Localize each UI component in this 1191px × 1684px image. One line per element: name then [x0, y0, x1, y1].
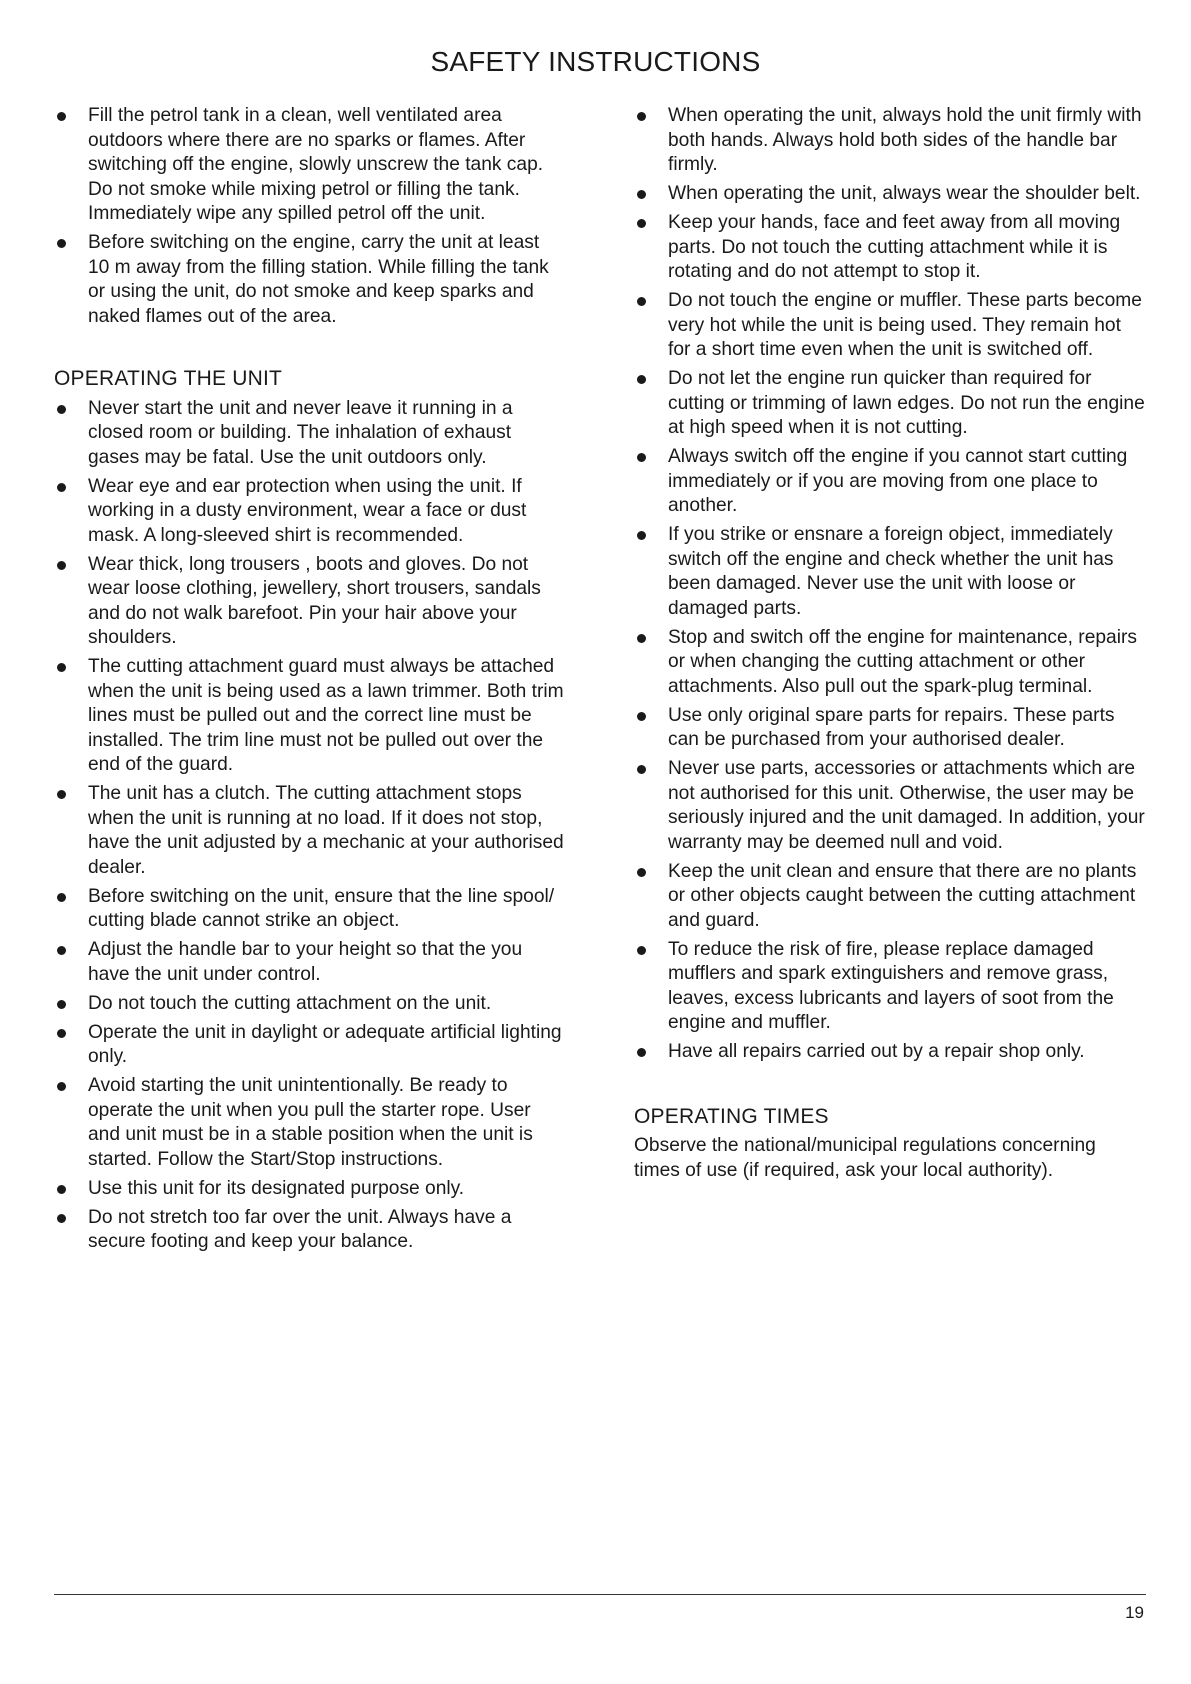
list-item	[634, 523, 1146, 621]
section-heading-operating-unit: OPERATING THE UNIT	[54, 367, 283, 390]
bullet-icon	[637, 946, 646, 955]
bullet-icon	[57, 1185, 66, 1194]
list-item	[634, 289, 1146, 363]
list-item	[54, 104, 564, 227]
list-item-text: Do not let the engine run quicker than required for cutting or trimming of lawn edges. Do not run the engine at high speed when it is not cutting.	[668, 368, 1145, 438]
list-item-text: Never use parts, accessories or attachments which are not authorised for this unit. Otherwise, the user may be seriously injured and the unit damaged. In addition, your warranty may be deemed null and void.	[668, 758, 1145, 853]
list-item-text: Use only original spare parts for repairs. These parts can be purchased from your authorised dealer.	[668, 704, 1115, 750]
list-item-text: The cutting attachment guard must always be attached when the unit is being used as a lawn trimmer. Both trim lines must be pulled out and the correct line must be installed. The trim line must not be pulled out over the end of the guard.	[88, 656, 564, 775]
page-number: 19	[1125, 1603, 1144, 1622]
bullet-icon	[637, 712, 646, 721]
section-heading-operating-times: OPERATING TIMES	[634, 1104, 829, 1128]
bullet-icon	[637, 453, 646, 462]
bullet-icon	[57, 112, 66, 121]
list-item-text: The unit has a clutch. The cutting attachment stops when the unit is running at no load. If it does not stop, have the unit adjusted by a mechanic at your authorised dealer.	[88, 783, 564, 878]
list-item	[54, 782, 564, 880]
page-title: SAFETY INSTRUCTIONS	[430, 46, 761, 77]
list-item-text: Stop and switch off the engine for maintenance, repairs or when changing the cutting attachment or other attachments. Also pull out the spark-plug terminal.	[668, 626, 1137, 697]
bullet-icon	[637, 297, 646, 306]
bullet-icon	[57, 1000, 66, 1009]
list-item-text: Always switch off the engine if you cannot start cutting immediately or if you are moving from one place to another.	[668, 446, 1128, 516]
list-item-text: To reduce the risk of fire, please replace damaged mufflers and spark extinguishers and remove grass, leaves, excess lubricants and layers of soot from the engine and muffler.	[668, 938, 1114, 1033]
bullet-icon	[57, 790, 66, 799]
bullet-icon	[637, 531, 646, 540]
list-item	[54, 992, 564, 1017]
operating-times-paragraph: Observe the national/municipal regulations concerning times of use (if required, ask your local authority).	[634, 1135, 1096, 1181]
list-item	[54, 475, 564, 549]
list-item	[54, 655, 564, 778]
list-item	[634, 182, 1146, 207]
list-item	[54, 1206, 564, 1255]
list-item-text: Keep the unit clean and ensure that there are no plants or other objects caught between the cutting attachment and guard.	[668, 860, 1137, 931]
list-item-text: If you strike or ensnare a foreign object, immediately switch off the engine and check whether the unit has been damaged. Never use the unit with loose or damaged parts.	[668, 524, 1114, 619]
list-item-text: Use this unit for its designated purpose only.	[88, 1177, 465, 1199]
list-item-text: Operate the unit in daylight or adequate artificial lighting only.	[88, 1021, 562, 1067]
list-item	[54, 938, 564, 987]
list-item-text: Wear thick, long trousers , boots and gloves. Do not wear loose clothing, jewellery, short trousers, sandals and do not walk barefoot. Pin your hair above your shoulders.	[88, 553, 541, 648]
operating-unit-bullet-list	[54, 397, 564, 1255]
list-item-text: Never start the unit and never leave it running in a closed room or building. The inhalation of exhaust gases may be fatal. Use the unit outdoors only.	[88, 397, 513, 468]
list-item-text: Do not touch the cutting attachment on the unit.	[88, 992, 492, 1014]
bullet-icon	[637, 634, 646, 643]
intro-bullet-list	[54, 104, 564, 329]
bullet-icon	[57, 483, 66, 492]
list-item-text: Do not stretch too far over the unit. Always have a secure footing and keep your balance.	[88, 1206, 512, 1252]
list-item-text: When operating the unit, always hold the unit firmly with both hands. Always hold both sides of the handle bar firmly.	[668, 105, 1142, 175]
list-item-text: Fill the petrol tank in a clean, well ventilated area outdoors where there are no sparks or flames. After switching off the engine, slowly unscrew the tank cap. Do not smoke while mixing petrol or filling the tank. Immediately wipe any spilled petrol off the unit.	[88, 105, 544, 224]
right-bullet-list	[634, 104, 1146, 1065]
list-item-text: Before switching on the unit, ensure that the line spool/ cutting blade cannot strike an object.	[88, 885, 555, 931]
list-item-text: Have all repairs carried out by a repair shop only.	[668, 1041, 1085, 1062]
list-item	[54, 553, 564, 651]
list-item	[54, 1021, 564, 1070]
list-item-text: Do not touch the engine or muffler. These parts become very hot while the unit is being used. They remain hot for a short time even when the unit is switched off.	[668, 290, 1142, 360]
list-item	[634, 211, 1146, 285]
list-item	[634, 104, 1146, 178]
bullet-icon	[57, 1214, 66, 1223]
list-item	[634, 445, 1146, 519]
bullet-icon	[637, 190, 646, 199]
list-item-text: Before switching on the engine, carry the unit at least 10 m away from the filling station. While filling the tank or using the unit, do not smoke and keep sparks and naked flames out of the area.	[88, 232, 549, 327]
bullet-icon	[637, 112, 646, 121]
bullet-icon	[57, 405, 66, 414]
list-item	[634, 367, 1146, 441]
list-item-text: Wear eye and ear protection when using the unit. If working in a dusty environment, wear a face or dust mask. A long-sleeved shirt is recommended.	[88, 475, 527, 546]
bullet-icon	[57, 239, 66, 248]
list-item-text: When operating the unit, always wear the shoulder belt.	[668, 183, 1141, 204]
bullet-icon	[637, 765, 646, 774]
bullet-icon	[57, 1082, 66, 1091]
bullet-icon	[637, 868, 646, 877]
list-item	[54, 397, 564, 471]
list-item-text: Adjust the handle bar to your height so that the you have the unit under control.	[88, 939, 523, 985]
list-item	[634, 757, 1146, 855]
bullet-icon	[637, 375, 646, 384]
footer-divider	[54, 1594, 1146, 1595]
bullet-icon	[57, 893, 66, 902]
list-item	[54, 1177, 564, 1202]
list-item	[634, 860, 1146, 934]
list-item	[634, 704, 1146, 753]
bullet-icon	[637, 1048, 646, 1057]
bullet-icon	[637, 219, 646, 228]
bullet-icon	[57, 561, 66, 570]
bullet-icon	[57, 1029, 66, 1038]
right-column	[634, 104, 1146, 1183]
bullet-icon	[57, 663, 66, 672]
list-item	[634, 1040, 1146, 1065]
list-item	[634, 626, 1146, 700]
list-item	[634, 938, 1146, 1036]
list-item	[54, 885, 564, 934]
list-item	[54, 231, 564, 329]
list-item-text: Avoid starting the unit unintentionally. Be ready to operate the unit when you pull the starter rope. User and unit must be in a stable position when the unit is started. Follow the Start/Stop instructions.	[88, 1075, 533, 1170]
left-column	[54, 104, 564, 1259]
list-item	[54, 1074, 564, 1172]
bullet-icon	[57, 946, 66, 955]
list-item-text: Keep your hands, face and feet away from all moving parts. Do not touch the cutting attachment while it is rotating and do not attempt to stop it.	[668, 212, 1121, 282]
